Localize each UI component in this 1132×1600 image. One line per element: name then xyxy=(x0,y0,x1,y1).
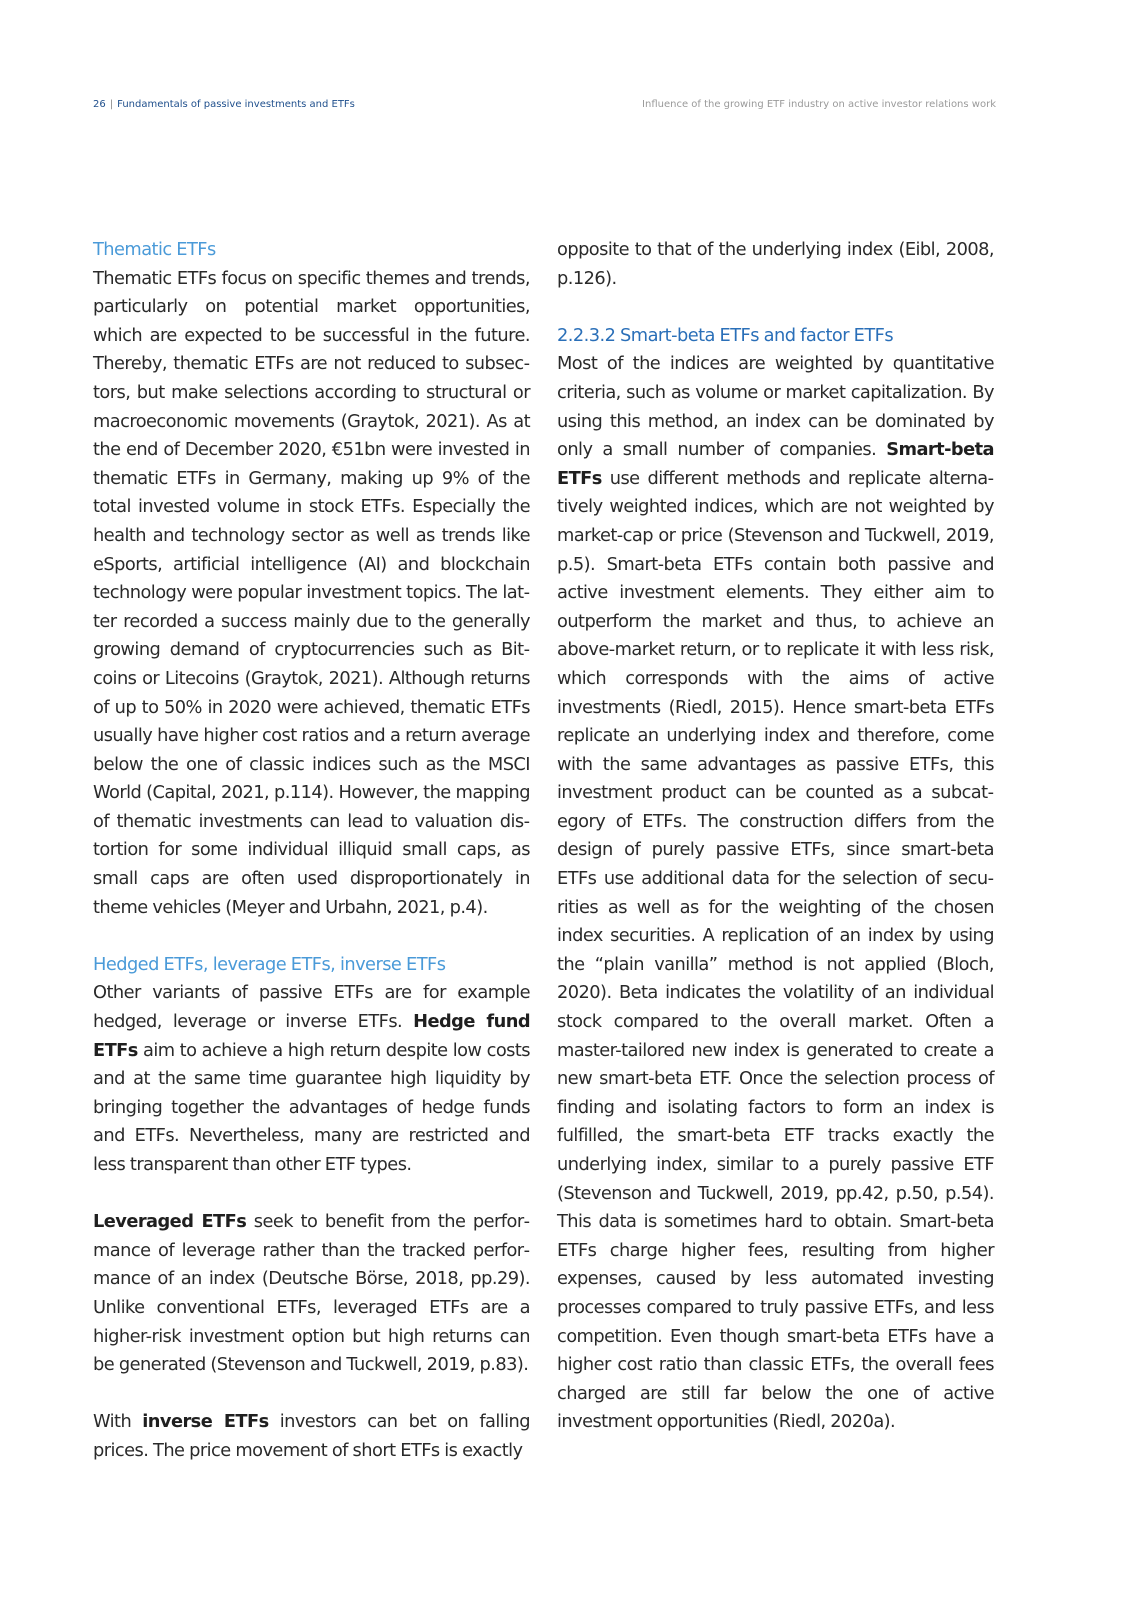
section-gap xyxy=(557,293,994,322)
smart-beta-etfs-term: Smart-beta ETFs xyxy=(557,439,994,489)
hedged-etfs-heading: Hedged ETFs, leverage ETFs, inverse ETFs xyxy=(93,953,446,975)
smart-beta-rest: use different methods and replicate alternatively weighted indices, which are not weighted by market-cap or price (Stevenson and Tuckwell, 2019, p.5). Smart-beta ETFs contain both passive and active investment elements. They either aim to outperform the market and thus, to achieve an above-market return, or to replicate it with less risk, which corresponds with the aims of active investments (Riedl, 2015). Hence smart-beta ETFs replicate an underlying index and therefore, come with the same advantages as passive ETFs, this investment product can be counted as a subcategory of ETFs. The construction differs from the design of purely passive ETFs, since smart-beta ETFs use additional data for the selection of securities as well as for the weighting of the chosen index securities. A replication of an index by using the “plain vanilla” method is not applied (Bloch, 2020). Beta indicates the volatility of an individual stock compared to the overall market. Often a master-tailored new index is generated to create a new smart-beta ETF. Once the selection process of finding and isolating factors to form an index is fulfilled, the smart-beta ETF tracks exactly the underlying index, similar to a purely passive ETF (Stevenson and Tuckwell, 2019, pp.42, p.50, p.54). This data is sometimes hard to obtain. Smart-beta ETFs charge higher fees, resulting from higher expenses, caused by less automated investing processes compared to truly passive ETFs, and less competition. Even though smart-beta ETFs have a higher cost ratio than classic ETFs, the overall fees charged are still far below the one of active investment opportunities (Riedl, 2020a). xyxy=(557,467,994,1433)
hedged-etfs-paragraph xyxy=(93,979,530,1179)
header-left xyxy=(93,99,355,110)
inverse-continuation-paragraph: opposite to that of the underlying index (Eibl, 2008, p.126). xyxy=(557,239,994,289)
hedged-intro: Other variants of passive ETFs are for example hedged, leverage or inverse ETFs. xyxy=(93,982,530,1033)
hedged-rest: aim to achieve a high return despite low costs and at the same time guarantee high liquidity by bringing together the advantages of hedge funds and ETFs. Nevertheless, many are restricted and less transparent than other ETF types. xyxy=(93,1039,530,1175)
thematic-etfs-heading: Thematic ETFs xyxy=(93,239,216,260)
running-header xyxy=(93,99,996,115)
leveraged-rest: seek to benefit from the performance of leverage rather than the tracked performance of an index (Deutsche Börse, 2018, pp.29). Unlike conventional ETFs, leveraged ETFs are a higher-risk investment option but high returns can be generated (Stevenson and Tuckwell, 2019, p.83). xyxy=(93,1211,530,1376)
inverse-etfs-term: inverse ETFs xyxy=(142,1411,269,1433)
section-gap xyxy=(93,922,530,951)
inverse-lead: With xyxy=(93,1411,143,1433)
left-column xyxy=(93,236,530,1466)
leveraged-etfs-paragraph xyxy=(93,1208,530,1380)
leveraged-etfs-term: Leveraged ETFs xyxy=(93,1211,247,1233)
header-separator: | xyxy=(109,99,114,110)
smart-beta-paragraph xyxy=(557,350,994,1437)
inverse-etfs-paragraph xyxy=(93,1408,530,1465)
hedge-fund-etfs-term: Hedge fund ETFs xyxy=(93,1011,530,1061)
right-column xyxy=(557,236,994,1437)
smart-beta-heading: 2.2.3.2 Smart-beta ETFs and factor ETFs xyxy=(557,324,894,346)
inverse-rest: investors can bet on falling prices. The price movement of short ETFs is exactly xyxy=(93,1411,530,1461)
chapter-title: Fundamentals of passive investments and ETFs xyxy=(117,99,355,110)
page-number: 26 xyxy=(93,99,106,110)
running-title: Influence of the growing ETF industry on active investor relations work xyxy=(642,99,996,110)
thematic-etfs-paragraph: Thematic ETFs focus on specific themes and trends, particularly on potential market opportunities, which are expected to be successful in the future. Thereby, thematic ETFs are not reduced to subsectors, but make selections according to structural or macroeconomic movements (Graytok, 2021). As at the end of December 2020, €51bn were invested in thematic ETFs in Germany, making up 9% of the total invested volume in stock ETFs. Especially the health and technology sector as well as trends like eSports, artificial intelligence (AI) and blockchain technology were popular investment topics. The latter recorded a success mainly due to the generally growing demand of cryptocurrencies such as Bitcoins or Litecoins (Graytok, 2021). Although returns of up to 50% in 2020 were achieved, thematic ETFs usually have higher cost ratios and a return average below the one of classic indices such as the MSCI World (Capital, 2021, p.114). However, the mapping of thematic investments can lead to valuation distortion for some individual illiquid small caps, as small caps are often used disproportionately in theme vehicles (Meyer and Urbahn, 2021, p.4). xyxy=(93,267,530,918)
smart-beta-intro: Most of the indices are weighted by quantitative criteria, such as volume or market capitalization. By using this method, an index can be dominated by only a small number of companies. xyxy=(557,353,994,461)
